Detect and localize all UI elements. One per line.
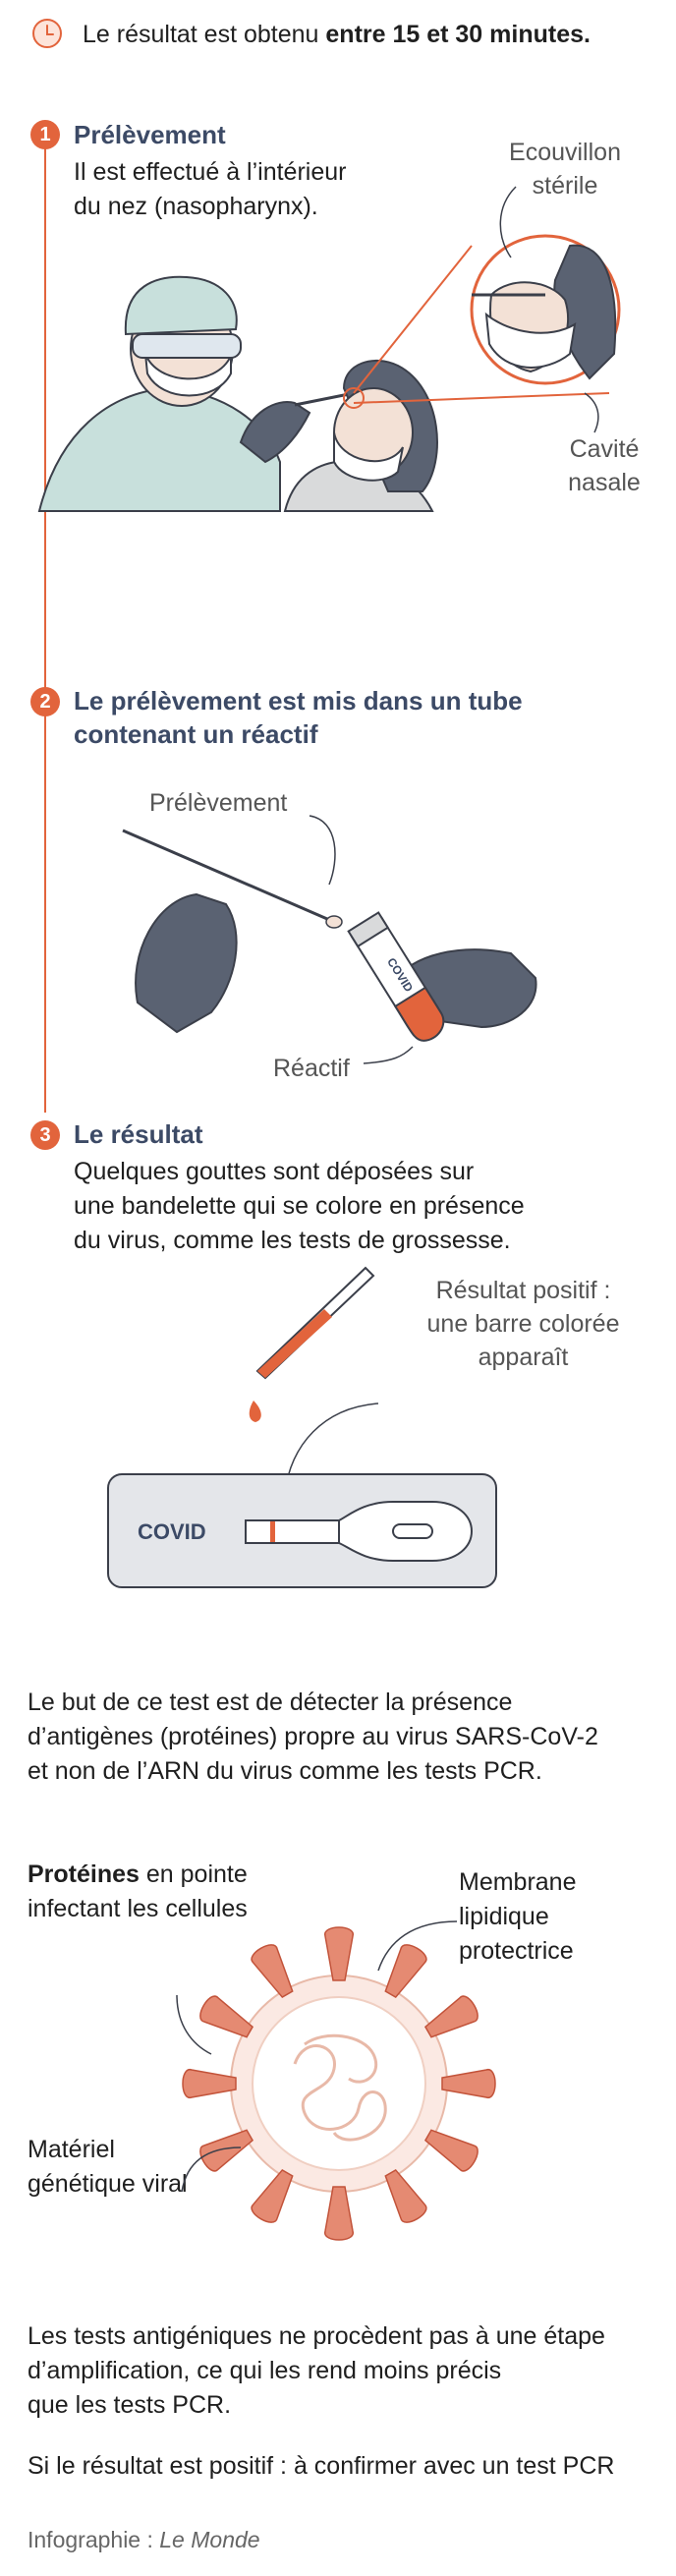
step-3-body-line: Quelques gouttes sont déposées sur: [74, 1158, 475, 1185]
spike-protein: [378, 2166, 429, 2226]
note-line: que les tests PCR.: [28, 2391, 232, 2419]
genetic-material-label-line: génétique viral: [28, 2170, 188, 2198]
positive-label-line: Résultat positif :: [435, 1277, 611, 1304]
credit-source: Le Monde: [159, 2527, 260, 2552]
proteins-label-line: infectant les cellules: [28, 1895, 248, 1922]
spike-protein: [249, 2166, 300, 2226]
cassette-text: COVID: [138, 1519, 206, 1544]
membrane-label-line: lipidique: [459, 1903, 549, 1930]
tube-illustration: [0, 806, 676, 1101]
step-1-body-line: Il est effectué à l’intérieur: [74, 158, 347, 186]
swab-label-line: stérile: [532, 172, 598, 200]
step-2-badge: 2: [30, 687, 60, 716]
duration-bold: entre 15 et 30 minutes.: [325, 21, 591, 48]
proteins-label-bold: Protéines: [28, 1860, 140, 1888]
spike-protein: [249, 1941, 300, 2001]
step-3-badge: 3: [30, 1120, 60, 1150]
result-illustration: [0, 1258, 676, 1592]
explanation-line: d’antigènes (protéines) propre au virus SARS-CoV-2: [28, 1723, 598, 1750]
membrane-label-line: Membrane: [459, 1868, 577, 1896]
spike-protein: [325, 1927, 354, 1980]
explanation-text: [28, 1686, 598, 1789]
note-text: [28, 2319, 605, 2423]
explanation-line: et non de l’ARN du virus comme les tests PCR.: [28, 1757, 542, 1785]
credit-prefix: Infographie :: [28, 2527, 160, 2552]
proteins-label-rest: en pointe: [139, 1860, 248, 1888]
reagent-label: Réactif: [273, 1055, 350, 1082]
sample-label: Prélèvement: [149, 789, 288, 817]
step-3-body-line: une bandelette qui se colore en présence: [74, 1192, 525, 1220]
credit: [28, 2524, 260, 2555]
duration-prefix: Le résultat est obtenu: [83, 21, 326, 48]
step-1-title: Prélèvement: [74, 120, 226, 149]
spike-protein: [325, 2187, 354, 2240]
swab-label-line: Ecouvillon: [509, 139, 621, 166]
step-2-title-line: contenant un réactif: [74, 719, 318, 749]
positive-label-line: une barre colorée: [426, 1310, 620, 1338]
conclusion-text: Si le résultat est positif : à confirmer avec un test PCR: [28, 2452, 615, 2480]
note-line: Les tests antigéniques ne procèdent pas à une étape: [28, 2322, 605, 2350]
step-3-body-line: du virus, comme les tests de grossesse.: [74, 1227, 511, 1254]
step-1-badge: 1: [30, 120, 60, 149]
explanation-line: Le but de ce test est de détecter la présence: [28, 1689, 513, 1716]
note-line: d’amplification, ce qui les rend moins précis: [28, 2357, 502, 2384]
step-3-title: Le résultat: [74, 1119, 203, 1149]
step-1-body-line: du nez (nasopharynx).: [74, 193, 318, 220]
spike-protein: [442, 2070, 495, 2098]
spike-protein: [183, 2070, 236, 2098]
cavity-label-line: Cavité: [569, 435, 640, 463]
step-2-title: [74, 684, 523, 751]
spike-protein: [197, 1993, 256, 2044]
spike-protein: [422, 1993, 481, 2044]
spike-protein: [378, 1941, 429, 2001]
tube-text: COVID: [384, 954, 417, 995]
step-2-title-line: Le prélèvement est mis dans un tube: [74, 686, 523, 716]
sampling-illustration: [0, 0, 676, 550]
cavity-label-line: nasale: [568, 469, 641, 496]
membrane-label-line: protectrice: [459, 1937, 574, 1965]
spike-protein: [422, 2123, 481, 2174]
step-3-body: [74, 1155, 525, 1258]
virus-diagram: [0, 1897, 676, 2270]
positive-label-line: apparaît: [478, 1344, 569, 1371]
genetic-material-label-line: Matériel: [28, 2136, 115, 2163]
